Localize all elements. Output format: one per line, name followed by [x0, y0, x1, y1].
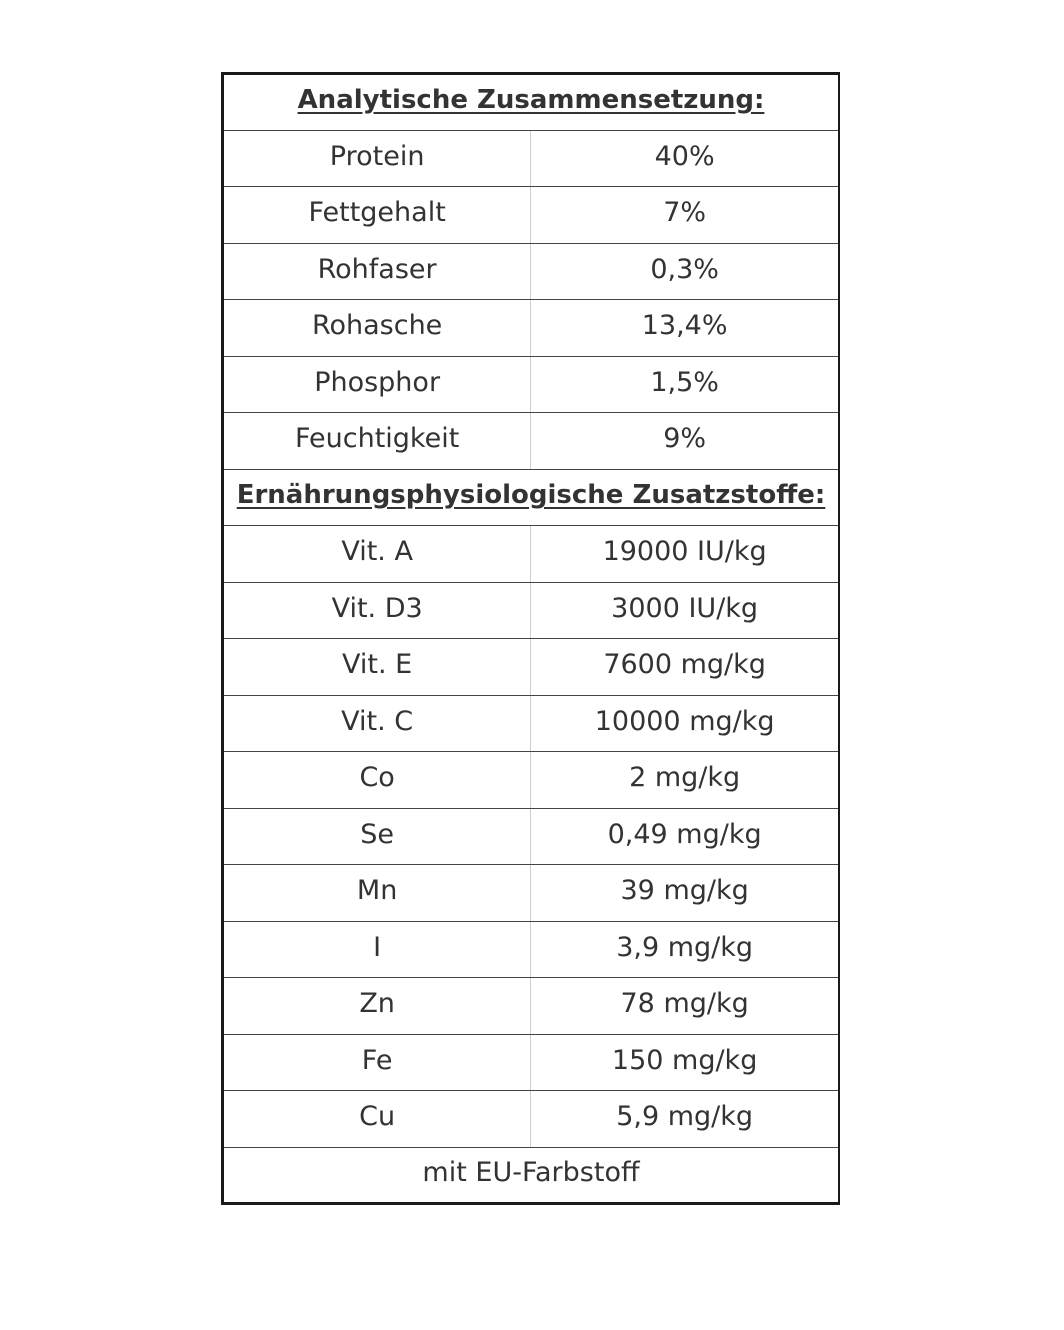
additive-value: 3000 IU/kg [531, 582, 839, 639]
table-row [223, 526, 840, 583]
composition-table [221, 72, 840, 1205]
footer-row [223, 1147, 840, 1204]
nutrient-value: 7% [531, 187, 839, 244]
table-row [223, 243, 840, 300]
nutrient-value: 40% [531, 130, 839, 187]
additive-value: 5,9 mg/kg [531, 1091, 839, 1148]
additive-label: Vit. E [223, 639, 531, 696]
table-row [223, 1034, 840, 1091]
footer-note: mit EU-Farbstoff [422, 1157, 640, 1189]
additive-value: 19000 IU/kg [531, 526, 839, 583]
additive-label: Cu [223, 1091, 531, 1148]
table-row [223, 808, 840, 865]
additive-value: 78 mg/kg [531, 978, 839, 1035]
nutrient-value: 1,5% [531, 356, 839, 413]
table-row [223, 300, 840, 357]
additive-label: Vit. A [223, 526, 531, 583]
table-row [223, 639, 840, 696]
section-title-zusatzstoffe: Ernährungsphysiologische Zusatzstoffe: [223, 469, 840, 526]
nutrient-value: 0,3% [531, 243, 839, 300]
table-row [223, 865, 840, 922]
additive-value: 39 mg/kg [531, 865, 839, 922]
section-title-analytische: Analytische Zusammensetzung: [223, 74, 840, 131]
additive-label: Vit. D3 [223, 582, 531, 639]
nutrient-label: Feuchtigkeit [223, 413, 531, 470]
additive-label: Fe [223, 1034, 531, 1091]
nutrient-label: Fettgehalt [223, 187, 531, 244]
nutrient-label: Protein [223, 130, 531, 187]
section-header-row [223, 469, 840, 526]
nutrient-label: Rohfaser [223, 243, 531, 300]
nutrient-label: Rohasche [223, 300, 531, 357]
additive-label: I [223, 921, 531, 978]
additive-label: Se [223, 808, 531, 865]
additive-label: Vit. C [223, 695, 531, 752]
nutrient-value: 13,4% [531, 300, 839, 357]
table-row [223, 695, 840, 752]
section-header-row [223, 74, 840, 131]
additive-value: 7600 mg/kg [531, 639, 839, 696]
additive-label: Zn [223, 978, 531, 1035]
table-row [223, 582, 840, 639]
table-row [223, 921, 840, 978]
additive-label: Co [223, 752, 531, 809]
table-row [223, 187, 840, 244]
table-row [223, 752, 840, 809]
additive-value: 10000 mg/kg [531, 695, 839, 752]
nutrient-value: 9% [531, 413, 839, 470]
additive-value: 150 mg/kg [531, 1034, 839, 1091]
table-row [223, 356, 840, 413]
table-row [223, 978, 840, 1035]
additive-value: 3,9 mg/kg [531, 921, 839, 978]
composition-table-body [223, 74, 840, 1204]
additive-label: Mn [223, 865, 531, 922]
table-row [223, 130, 840, 187]
nutrient-label: Phosphor [223, 356, 531, 413]
table-row [223, 413, 840, 470]
composition-table-container [221, 72, 840, 1205]
additive-value: 2 mg/kg [531, 752, 839, 809]
table-row [223, 1091, 840, 1148]
additive-value: 0,49 mg/kg [531, 808, 839, 865]
